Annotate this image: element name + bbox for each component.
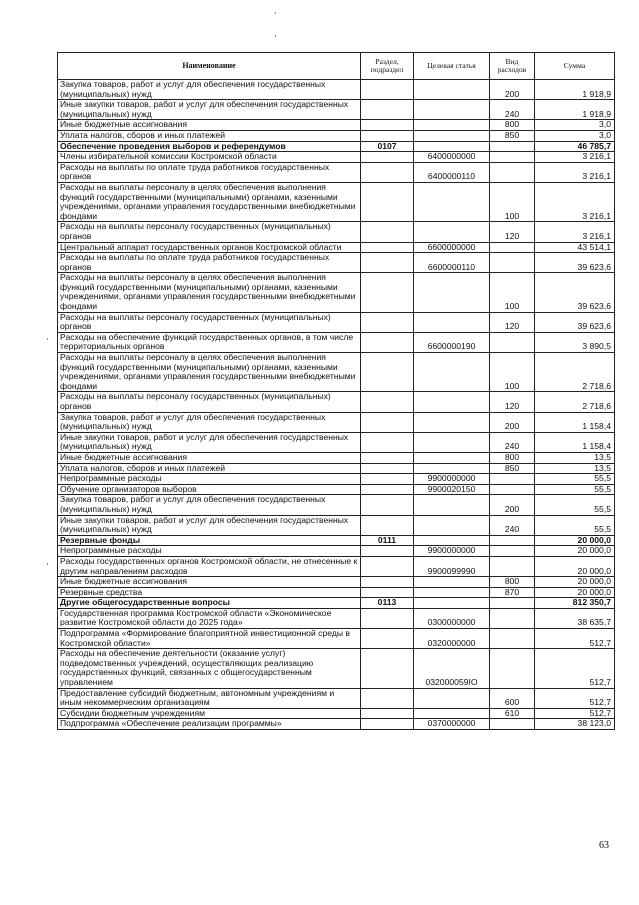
table-row	[58, 649, 615, 688]
cell-section	[361, 556, 414, 576]
cell-name: Центральный аппарат государственных органов Костромской области	[58, 242, 361, 253]
cell-sum: 1 158,4	[535, 432, 615, 452]
cell-section	[361, 130, 414, 141]
cell-sum: 3 216,1	[535, 222, 615, 242]
cell-target	[414, 688, 490, 708]
cell-sum: 2 718,6	[535, 353, 615, 392]
cell-section	[361, 182, 414, 221]
table-row	[58, 484, 615, 495]
table-row	[58, 273, 615, 312]
cell-type: 240	[490, 515, 535, 535]
cell-type	[490, 629, 535, 649]
cell-target	[414, 392, 490, 412]
cell-target	[414, 182, 490, 221]
cell-sum: 20 000,0	[535, 577, 615, 588]
cell-name: Расходы на выплаты персоналу государственных (муниципальных) органов	[58, 222, 361, 242]
cell-sum: 3 216,1	[535, 182, 615, 221]
cell-name: Иные закупки товаров, работ и услуг для обеспечения государственных (муниципальных) нужд	[58, 515, 361, 535]
cell-name: Расходы на выплаты по оплате труда работников государственных органов	[58, 162, 361, 182]
cell-sum: 3,0	[535, 120, 615, 131]
cell-sum: 38 123,0	[535, 719, 615, 730]
page-number: 63	[599, 840, 609, 851]
cell-target	[414, 141, 490, 152]
cell-target	[414, 412, 490, 432]
table-row	[58, 495, 615, 515]
cell-type: 850	[490, 130, 535, 141]
table-row	[58, 120, 615, 131]
cell-sum: 20 000,0	[535, 556, 615, 576]
cell-sum: 39 623,6	[535, 273, 615, 312]
cell-sum: 20 000,0	[535, 587, 615, 598]
cell-section	[361, 120, 414, 131]
cell-name: Государственная программа Костромской области «Экономическое развитие Костромской области до 2025 года»	[58, 608, 361, 628]
cell-name: Расходы на выплаты персоналу в целях обеспечения выполнения функций государственными (муниципальными) органами, казенными учреждениями, органами управления государственными внебюджетными фондами	[58, 182, 361, 221]
cell-target	[414, 80, 490, 100]
table-row	[58, 688, 615, 708]
cell-target	[414, 432, 490, 452]
cell-target	[414, 535, 490, 546]
cell-section	[361, 80, 414, 100]
cell-sum: 512,7	[535, 649, 615, 688]
table-row	[58, 152, 615, 163]
cell-sum: 512,7	[535, 708, 615, 719]
cell-type	[490, 474, 535, 485]
cell-type	[490, 332, 535, 352]
cell-name: Расходы на выплаты персоналу в целях обеспечения выполнения функций государственными (муниципальными) органами, казенными учреждениями, органами управления государственными внебюджетными фондами	[58, 273, 361, 312]
cell-sum: 2 718,6	[535, 392, 615, 412]
cell-target: 0370000000	[414, 719, 490, 730]
cell-type	[490, 719, 535, 730]
cell-section	[361, 353, 414, 392]
cell-sum: 1 918,9	[535, 100, 615, 120]
cell-sum: 3,0	[535, 130, 615, 141]
scan-speck	[275, 12, 276, 14]
cell-target	[414, 587, 490, 598]
cell-type	[490, 535, 535, 546]
table-row	[58, 222, 615, 242]
cell-type: 100	[490, 182, 535, 221]
budget-table-sheet	[57, 52, 614, 730]
cell-sum: 3 216,1	[535, 152, 615, 163]
cell-type: 200	[490, 80, 535, 100]
cell-sum: 39 623,6	[535, 253, 615, 273]
cell-target: 6400000110	[414, 162, 490, 182]
cell-sum: 812 350,7	[535, 598, 615, 609]
cell-sum: 13,5	[535, 452, 615, 463]
cell-sum: 43 514,1	[535, 242, 615, 253]
header-sum: Сумма	[535, 53, 615, 80]
cell-type: 100	[490, 353, 535, 392]
table-row	[58, 708, 615, 719]
cell-type: 800	[490, 577, 535, 588]
cell-type	[490, 649, 535, 688]
cell-section	[361, 719, 414, 730]
cell-section	[361, 587, 414, 598]
cell-section	[361, 629, 414, 649]
cell-target	[414, 273, 490, 312]
table-row	[58, 556, 615, 576]
cell-name: Расходы на выплаты персоналу в целях обеспечения выполнения функций государственными (муниципальными) органами, казенными учреждениями, органами управления государственными внебюджетными фондами	[58, 353, 361, 392]
scan-speck	[47, 563, 48, 565]
cell-sum: 20 000,0	[535, 546, 615, 557]
cell-name: Расходы на выплаты персоналу государственных (муниципальных) органов	[58, 392, 361, 412]
cell-sum: 20 000,0	[535, 535, 615, 546]
cell-target	[414, 222, 490, 242]
cell-sum: 13,5	[535, 463, 615, 474]
table-row	[58, 412, 615, 432]
cell-section	[361, 688, 414, 708]
cell-type	[490, 253, 535, 273]
cell-type	[490, 598, 535, 609]
table-row	[58, 392, 615, 412]
cell-type: 200	[490, 495, 535, 515]
cell-type: 240	[490, 432, 535, 452]
cell-section	[361, 162, 414, 182]
table-row	[58, 719, 615, 730]
cell-name: Расходы государственных органов Костромской области, не отнесенные к другим направлениям расходов	[58, 556, 361, 576]
cell-type: 240	[490, 100, 535, 120]
table-row	[58, 474, 615, 485]
cell-target: 9900000000	[414, 474, 490, 485]
cell-sum: 1 918,9	[535, 80, 615, 100]
cell-name: Иные бюджетные ассигнования	[58, 452, 361, 463]
cell-name: Иные закупки товаров, работ и услуг для обеспечения государственных (муниципальных) нужд	[58, 100, 361, 120]
cell-target	[414, 495, 490, 515]
cell-target: 6600000110	[414, 253, 490, 273]
scan-speck	[47, 338, 48, 340]
cell-section	[361, 708, 414, 719]
cell-name: Закупка товаров, работ и услуг для обеспечения государственных (муниципальных) нужд	[58, 412, 361, 432]
cell-type	[490, 242, 535, 253]
cell-name: Закупка товаров, работ и услуг для обеспечения государственных (муниципальных) нужд	[58, 80, 361, 100]
table-row	[58, 332, 615, 352]
cell-type	[490, 484, 535, 495]
cell-target: 6600000190	[414, 332, 490, 352]
cell-section: 0113	[361, 598, 414, 609]
cell-target	[414, 130, 490, 141]
cell-type: 870	[490, 587, 535, 598]
cell-target	[414, 463, 490, 474]
cell-target: 9900099990	[414, 556, 490, 576]
table-row	[58, 629, 615, 649]
cell-name: Обеспечение проведения выборов и референдумов	[58, 141, 361, 152]
cell-target	[414, 577, 490, 588]
table-row	[58, 100, 615, 120]
cell-section	[361, 253, 414, 273]
table-row	[58, 577, 615, 588]
cell-name: Непрограммные расходы	[58, 474, 361, 485]
cell-section	[361, 222, 414, 242]
cell-sum: 55,5	[535, 484, 615, 495]
cell-section	[361, 608, 414, 628]
cell-section	[361, 484, 414, 495]
cell-name: Подпрограмма «Формирование благоприятной инвестиционной среды в Костромской области»	[58, 629, 361, 649]
cell-type: 850	[490, 463, 535, 474]
cell-type: 800	[490, 120, 535, 131]
table-row	[58, 253, 615, 273]
table-row	[58, 130, 615, 141]
cell-sum: 3 890,5	[535, 332, 615, 352]
cell-section	[361, 495, 414, 515]
cell-name: Иные бюджетные ассигнования	[58, 577, 361, 588]
cell-sum: 46 785,7	[535, 141, 615, 152]
cell-name: Подпрограмма «Обеспечение реализации программы»	[58, 719, 361, 730]
table-row	[58, 546, 615, 557]
cell-name: Расходы на обеспечение деятельности (оказание услуг) подведомственных учреждений, осуществляющих реализацию государственных функций, связанных с общегосударственным управлением	[58, 649, 361, 688]
cell-name: Другие общегосударственные вопросы	[58, 598, 361, 609]
cell-name: Предоставление субсидий бюджетным, автономным учреждениям и иным некоммерческим организациям	[58, 688, 361, 708]
cell-sum: 3 216,1	[535, 162, 615, 182]
cell-section	[361, 577, 414, 588]
table-row	[58, 598, 615, 609]
cell-section	[361, 515, 414, 535]
cell-name: Обучение организаторов выборов	[58, 484, 361, 495]
cell-type: 200	[490, 412, 535, 432]
table-row	[58, 587, 615, 598]
cell-type	[490, 162, 535, 182]
cell-target: 0300000000	[414, 608, 490, 628]
cell-type: 600	[490, 688, 535, 708]
cell-section	[361, 412, 414, 432]
cell-name: Расходы на выплаты персоналу государственных (муниципальных) органов	[58, 312, 361, 332]
cell-section	[361, 152, 414, 163]
cell-target: 6600000000	[414, 242, 490, 253]
cell-type	[490, 546, 535, 557]
table-row	[58, 141, 615, 152]
cell-target	[414, 452, 490, 463]
table-row	[58, 515, 615, 535]
cell-type: 610	[490, 708, 535, 719]
header-type: Вид расходов	[490, 53, 535, 80]
cell-section	[361, 452, 414, 463]
cell-target	[414, 120, 490, 131]
table-row	[58, 432, 615, 452]
cell-section	[361, 332, 414, 352]
cell-target	[414, 515, 490, 535]
table-row	[58, 452, 615, 463]
cell-type: 120	[490, 392, 535, 412]
cell-name: Резервные фонды	[58, 535, 361, 546]
cell-type: 120	[490, 312, 535, 332]
cell-type	[490, 556, 535, 576]
cell-type	[490, 141, 535, 152]
table-row	[58, 463, 615, 474]
table-row	[58, 312, 615, 332]
cell-section	[361, 546, 414, 557]
scan-speck	[275, 35, 276, 37]
table-row	[58, 535, 615, 546]
cell-section	[361, 463, 414, 474]
table-row	[58, 80, 615, 100]
cell-target	[414, 708, 490, 719]
cell-name: Расходы на выплаты по оплате труда работников государственных органов	[58, 253, 361, 273]
cell-name: Закупка товаров, работ и услуг для обеспечения государственных (муниципальных) нужд	[58, 495, 361, 515]
cell-target: 0320000000	[414, 629, 490, 649]
cell-name: Уплата налогов, сборов и иных платежей	[58, 130, 361, 141]
cell-sum: 1 158,4	[535, 412, 615, 432]
table-row	[58, 608, 615, 628]
table-row	[58, 242, 615, 253]
table-row	[58, 162, 615, 182]
table-row	[58, 182, 615, 221]
cell-name: Непрограммные расходы	[58, 546, 361, 557]
cell-target	[414, 312, 490, 332]
cell-section	[361, 242, 414, 253]
cell-type: 100	[490, 273, 535, 312]
cell-type: 800	[490, 452, 535, 463]
cell-target	[414, 598, 490, 609]
cell-sum: 512,7	[535, 688, 615, 708]
cell-sum: 39 623,6	[535, 312, 615, 332]
cell-target: 9900000000	[414, 546, 490, 557]
cell-section: 0111	[361, 535, 414, 546]
header-target: Целевая статья	[414, 53, 490, 80]
cell-target	[414, 100, 490, 120]
table-header-row	[58, 53, 615, 80]
cell-section	[361, 432, 414, 452]
cell-name: Иные закупки товаров, работ и услуг для обеспечения государственных (муниципальных) нужд	[58, 432, 361, 452]
cell-name: Члены избирательной комиссии Костромской области	[58, 152, 361, 163]
cell-target: 9900020150	[414, 484, 490, 495]
cell-name: Уплата налогов, сборов и иных платежей	[58, 463, 361, 474]
header-name: Наименование	[58, 53, 361, 80]
cell-section	[361, 273, 414, 312]
cell-name: Иные бюджетные ассигнования	[58, 120, 361, 131]
cell-sum: 38 635,7	[535, 608, 615, 628]
cell-target: 032000059IO	[414, 649, 490, 688]
table-body	[58, 80, 615, 730]
budget-table	[57, 52, 615, 730]
cell-name: Субсидии бюджетным учреждениям	[58, 708, 361, 719]
cell-type	[490, 608, 535, 628]
header-section: Раздел, подраздел	[361, 53, 414, 80]
cell-sum: 55,5	[535, 495, 615, 515]
cell-section: 0107	[361, 141, 414, 152]
cell-name: Расходы на обеспечение функций государственных органов, в том числе территориальных органов	[58, 332, 361, 352]
table-row	[58, 353, 615, 392]
cell-sum: 512,7	[535, 629, 615, 649]
cell-sum: 55,5	[535, 515, 615, 535]
cell-type	[490, 152, 535, 163]
cell-sum: 55,5	[535, 474, 615, 485]
cell-target	[414, 353, 490, 392]
cell-section	[361, 100, 414, 120]
cell-section	[361, 474, 414, 485]
cell-target: 6400000000	[414, 152, 490, 163]
cell-section	[361, 649, 414, 688]
cell-name: Резервные средства	[58, 587, 361, 598]
cell-section	[361, 312, 414, 332]
cell-type: 120	[490, 222, 535, 242]
cell-section	[361, 392, 414, 412]
